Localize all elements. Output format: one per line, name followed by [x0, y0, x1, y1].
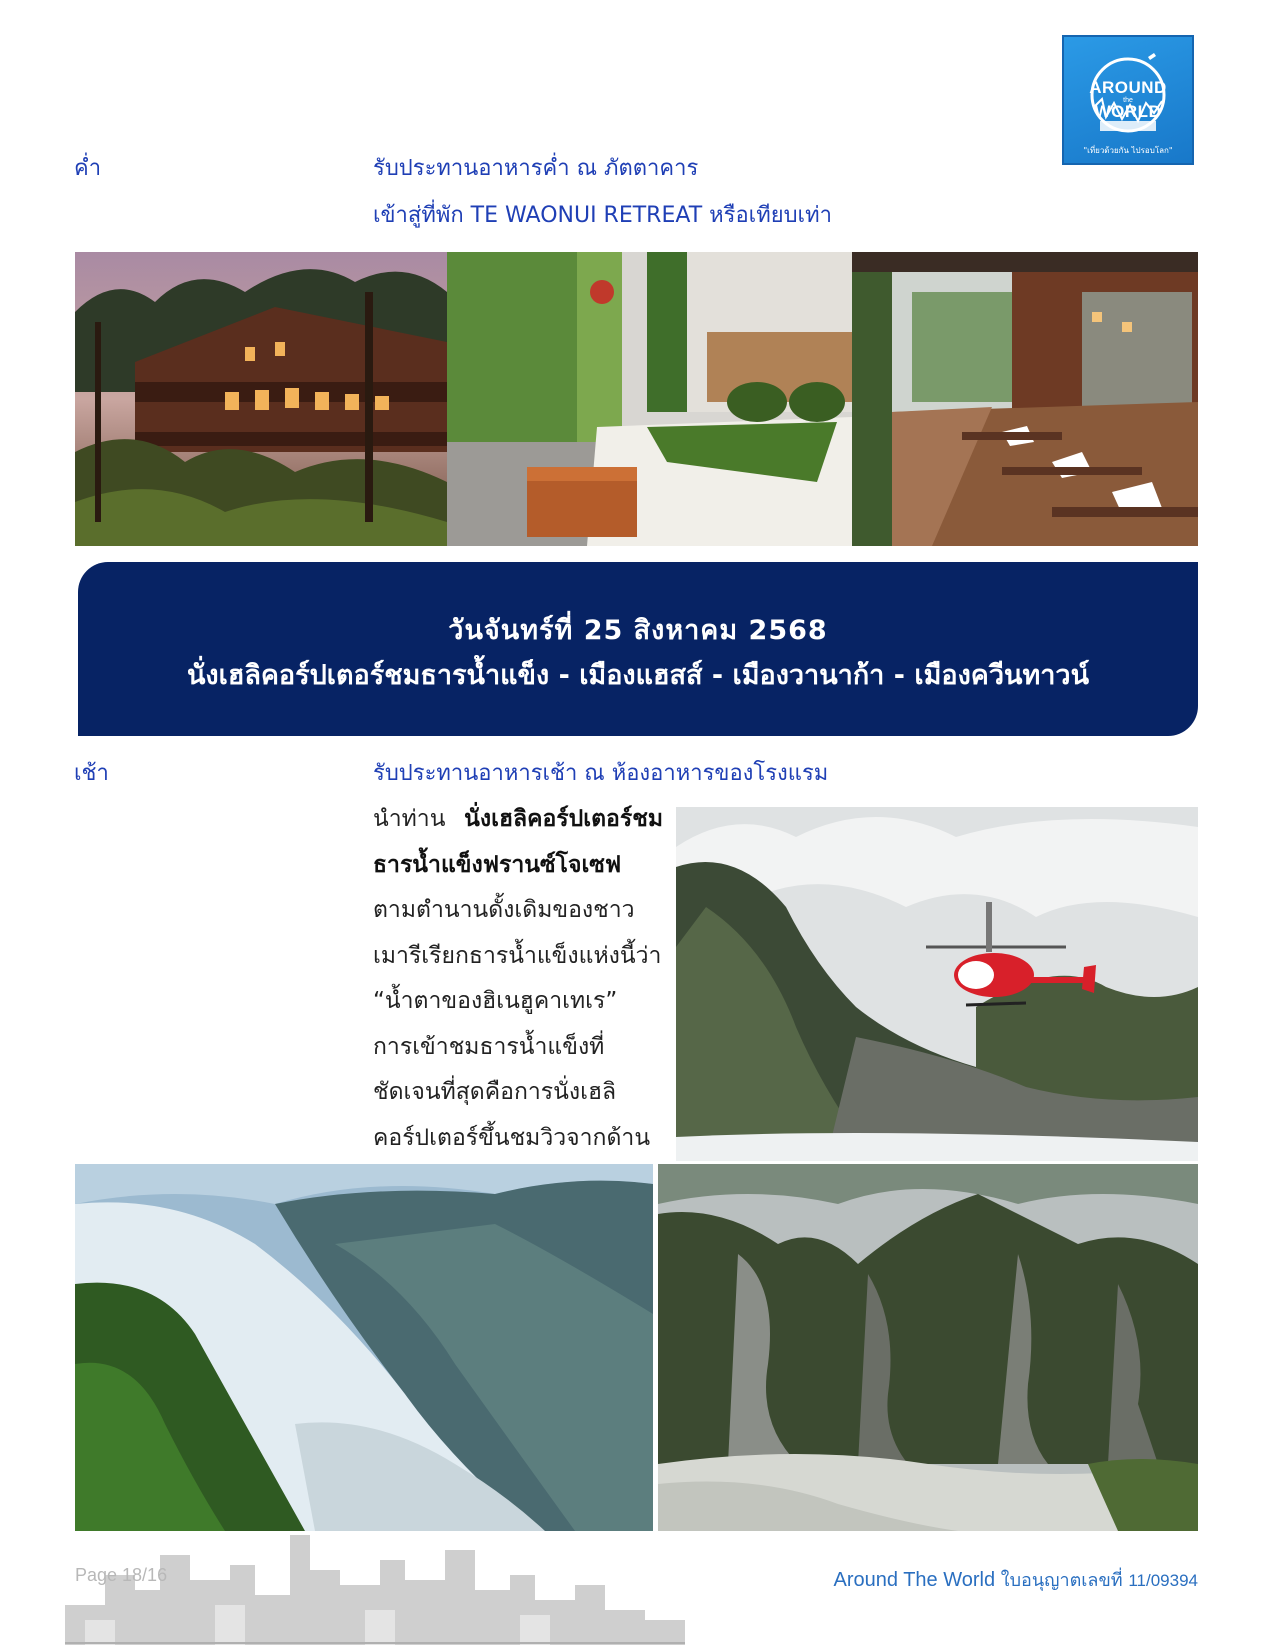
footer-skyline-graphic: [65, 1535, 685, 1645]
dinner-line-1: รับประทานอาหารค่ำ ณ ภัตตาคาร: [373, 156, 699, 181]
description-highlight: นั่งเฮลิคอร์ปเตอร์ชมธารน้ำแข็งฟรานซ์โจเซฟ: [373, 806, 663, 878]
footer-license: [760, 1565, 1198, 1594]
dinner-label: ค่ำ: [74, 156, 102, 181]
day-date: วันจันทร์ที่ 25 สิงหาคม 2568: [448, 615, 828, 646]
footer-license-number: 11/09394: [1128, 1571, 1198, 1590]
logo-tagline: "เที่ยวด้วยกัน ไปรอบโลก": [1083, 146, 1173, 155]
footer-license-label: ใบอนุญาตเลขที่: [995, 1570, 1129, 1591]
hotel-room-photo: [447, 252, 852, 546]
day-banner: [78, 562, 1198, 736]
hotel-exterior-photo: [75, 252, 447, 546]
logo-the: the: [1123, 97, 1133, 104]
hotel-dining-deck-photo: [852, 252, 1198, 546]
glacier-cliffs-photo: [658, 1164, 1198, 1531]
footer-brand: Around The World: [833, 1569, 996, 1591]
breakfast-line-1: รับประทานอาหารเช้า ณ ห้องอาหารของโรงแรม: [373, 761, 829, 786]
description-prefix: นำท่าน: [373, 806, 465, 832]
activity-description: [373, 797, 663, 1207]
logo-wordmark: AROUND: [1089, 78, 1167, 97]
breakfast-label: เช้า: [74, 761, 109, 786]
dinner-line-2: เข้าสู่ที่พัก TE WAONUI RETREAT หรือเทียบเท่า: [373, 203, 832, 228]
helicopter-glacier-photo: [676, 807, 1198, 1161]
glacier-valley-photo: [75, 1164, 653, 1531]
company-logo: [1062, 35, 1194, 165]
page-number: Page 18/16: [75, 1565, 168, 1585]
logo-wordmark-world: WORLD: [1094, 102, 1162, 121]
description-body: ตามตำนานดั้งเดิมของชาวเมารีเรียกธารน้ำแข็งแห่งนี้ว่า “น้ำตาของฮิเนฮูคาเทเร” การเข้าชมธารน้ำแข็งที่ ชัดเจนที่สุดคือการนั่งเฮลิคอร์ปเตอร์ขึ้นชมวิวจากด้าน: [373, 897, 662, 1151]
day-route: นั่งเฮลิคอร์ปเตอร์ชมธารน้ำแข็ง - เมืองแฮสส์ - เมืองวานาก้า - เมืองควีนทาวน์: [186, 660, 1090, 691]
